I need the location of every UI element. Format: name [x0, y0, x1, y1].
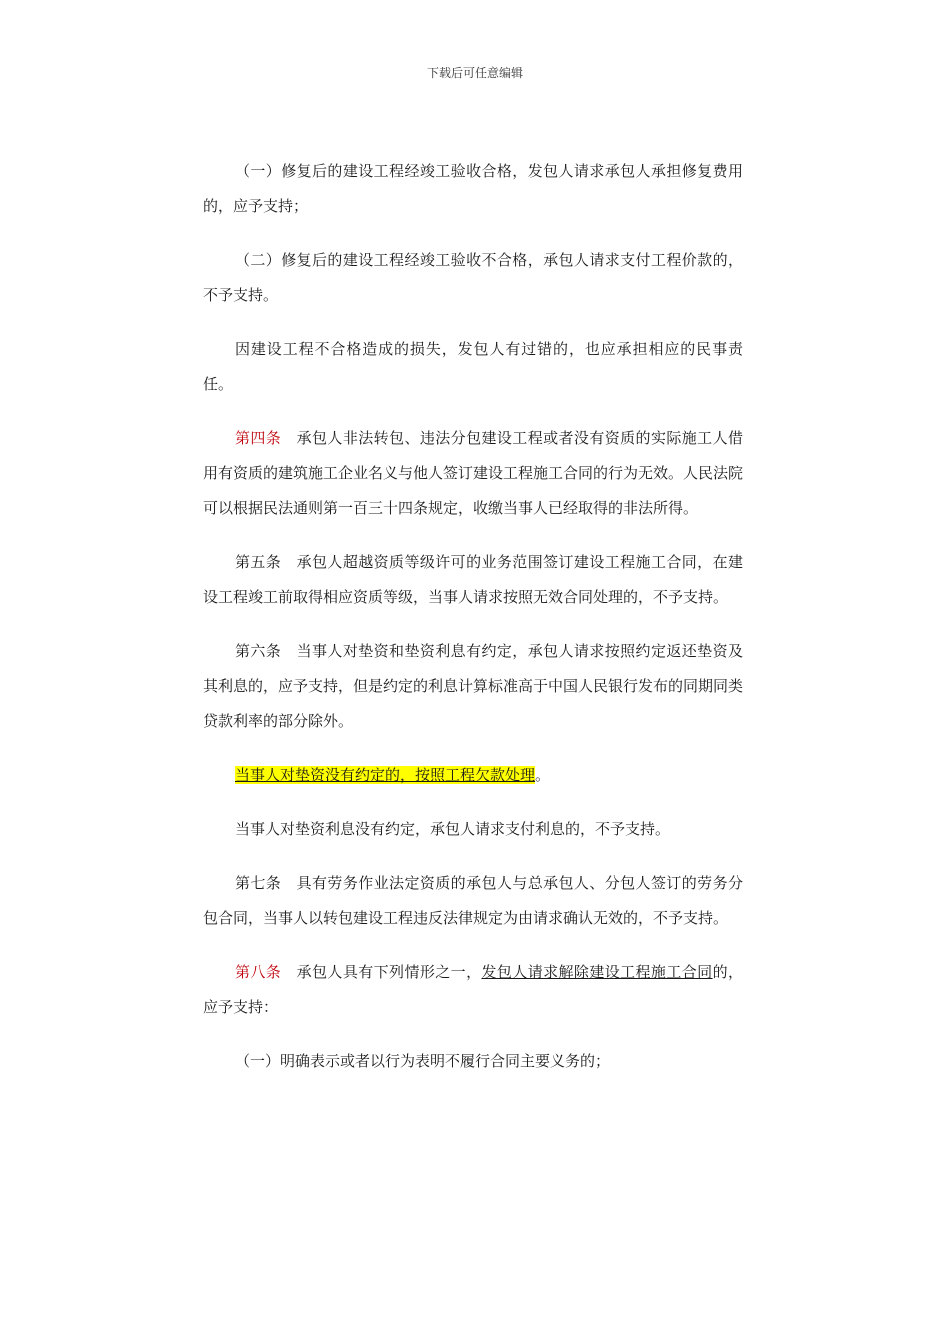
article-number: 第七条	[235, 874, 282, 892]
underlined-text: 发包人请求解除建设工程施工合同	[481, 963, 713, 981]
paragraph-text: （一）修复后的建设工程经竣工验收合格，发包人请求承包人承担修复费用的，应予支持；	[203, 162, 743, 215]
article-number: 第五条	[235, 553, 282, 571]
article-text: 的，应予支持：	[203, 963, 743, 1016]
article-text: 具有劳务作业法定资质的承包人与总承包人、分包人签订的劳务分包合同，当事人以转包建设工程违反法律规定为由请求确认无效的，不予支持。	[203, 874, 743, 927]
page-header: 下载后可任意编辑	[426, 66, 523, 80]
article-text: 承包人具有下列情形之一，	[281, 963, 482, 981]
article-number: 第四条	[235, 429, 282, 447]
paragraph-text: 当事人对垫资利息没有约定，承包人请求支付利息的，不予支持。	[235, 820, 671, 838]
paragraph-repair-unqualified	[203, 243, 743, 313]
article-7	[203, 866, 743, 936]
paragraph-loss-liability	[203, 332, 743, 402]
highlighted-text: 当事人对垫资没有约定的，按照工程欠款处理	[235, 766, 536, 784]
paragraph-advance-no-agreement	[203, 758, 743, 793]
article-6	[203, 634, 743, 739]
paragraph-text: 。	[535, 766, 551, 784]
article-text: 承包人非法转包、违法分包建设工程或者没有资质的实际施工人借用有资质的建筑施工企业名义与他人签订建设工程施工合同的行为无效。人民法院可以根据民法通则第一百三十四条规定，收缴当事人已经取得的非法所得。	[203, 429, 744, 517]
document-body	[203, 154, 743, 1098]
paragraph-text: （一）明确表示或者以行为表明不履行合同主要义务的；	[235, 1052, 611, 1070]
article-5	[203, 545, 743, 615]
paragraph-text: （二）修复后的建设工程经竣工验收不合格，承包人请求支付工程价款的，不予支持。	[203, 251, 743, 304]
paragraph-text: 因建设工程不合格造成的损失，发包人有过错的，也应承担相应的民事责任。	[203, 340, 743, 393]
article-4	[203, 421, 743, 526]
paragraph-item-1	[203, 1044, 743, 1079]
article-number: 第八条	[235, 963, 282, 981]
article-number: 第六条	[235, 642, 282, 660]
article-8	[203, 955, 743, 1025]
paragraph-repair-qualified	[203, 154, 743, 224]
article-text: 当事人对垫资和垫资利息有约定，承包人请求按照约定返还垫资及其利息的，应予支持，但是约定的利息计算标准高于中国人民银行发布的同期同类贷款利率的部分除外。	[203, 642, 744, 730]
article-text: 承包人超越资质等级许可的业务范围签订建设工程施工合同，在建设工程竣工前取得相应资质等级，当事人请求按照无效合同处理的，不予支持。	[203, 553, 743, 606]
paragraph-interest-no-agreement	[203, 812, 743, 847]
